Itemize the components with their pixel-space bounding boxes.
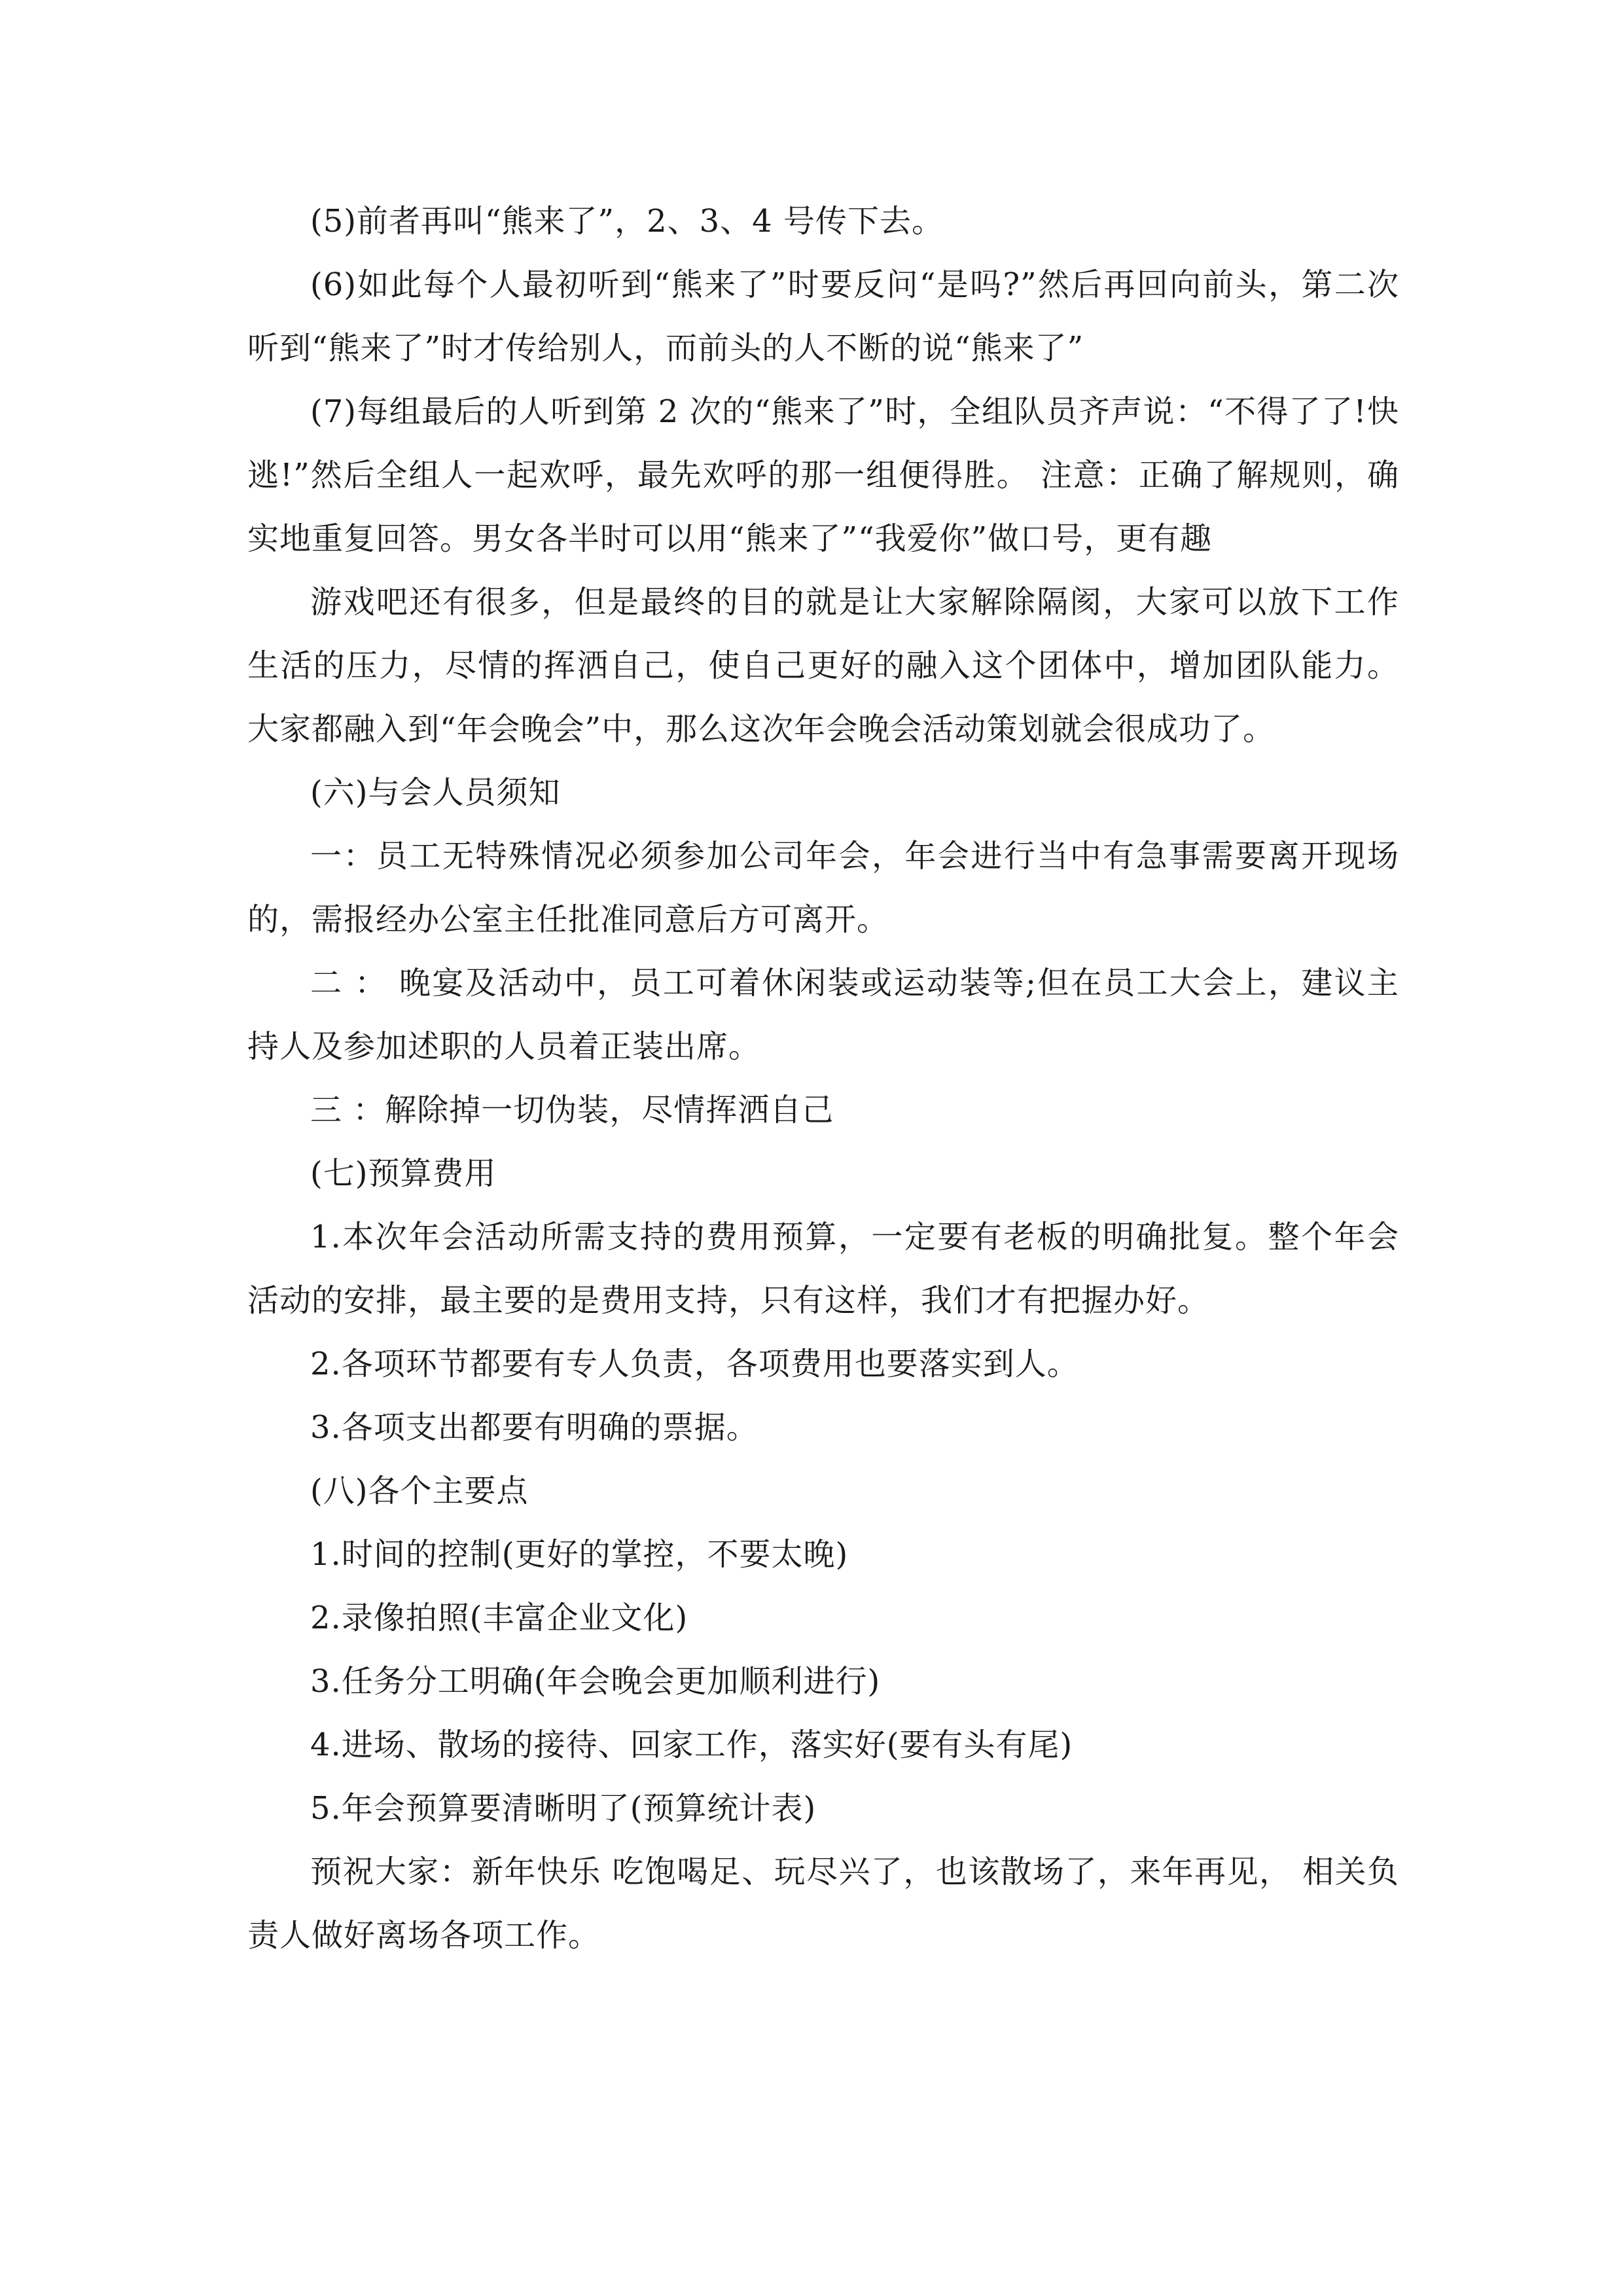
paragraph-budget-1: 1.本次年会活动所需支持的费用预算，一定要有老板的明确批复。整个年会活动的安排，最主要的是费用支持，只有这样，我们才有把握办好。 — [247, 1219, 1399, 1319]
paragraph-notice-1: 一：员工无特殊情况必须参加公司年会，年会进行当中有急事需要离开现场的，需报经办公室主任批准同意后方可离开。 — [247, 838, 1399, 938]
paragraph-key-point-3: 3.任务分工明确(年会晚会更加顺利进行) — [310, 1663, 881, 1700]
paragraph-key-point-4: 4.进场、散场的接待、回家工作，落实好(要有头有尾) — [310, 1727, 1073, 1763]
paragraph-rule-5: (5)前者再叫“熊来了”，2、3、4 号传下去。 — [310, 203, 944, 240]
paragraph-budget-3: 3.各项支出都要有明确的票据。 — [310, 1409, 758, 1446]
paragraph-rule-7: (7)每组最后的人听到第 2 次的“熊来了”时，全组队员齐声说：“不得了了!快逃!”然后全组人一起欢呼，最先欢呼的那一组便得胜。 注意：正确了解规则，确实地重复回答。男女各半时可以用“熊来了”“我爱你”做口号，更有趣 — [247, 393, 1399, 557]
paragraph-key-point-1: 1.时间的控制(更好的掌控，不要太晚) — [310, 1536, 849, 1573]
paragraph-key-point-2: 2.录像拍照(丰富企业文化) — [310, 1600, 688, 1636]
document-page — [247, 190, 1399, 1967]
paragraph-budget-2: 2.各项环节都要有专人负责，各项费用也要落实到人。 — [310, 1346, 1079, 1382]
paragraph-rule-6: (6)如此每个人最初听到“熊来了”时要反问“是吗?”然后再回向前头，第二次听到“熊来了”时才传给别人，而前头的人不断的说“熊来了” — [247, 266, 1399, 367]
paragraph-closing: 预祝大家：新年快乐 吃饱喝足、玩尽兴了，也该散场了，来年再见， 相关负责人做好离场各项工作。 — [247, 1854, 1399, 1954]
section-heading-attendee-notice: (六)与会人员须知 — [310, 774, 561, 811]
paragraph-notice-2: 二 ： 晚宴及活动中，员工可着休闲装或运动装等;但在员工大会上，建议主持人及参加述职的人员着正装出席。 — [247, 965, 1399, 1065]
paragraph-key-point-5: 5.年会预算要清晰明了(预算统计表) — [310, 1790, 817, 1827]
paragraph-notice-3: 三 ：解除掉一切伪装，尽情挥洒自己 — [310, 1092, 834, 1128]
paragraph-game-summary: 游戏吧还有很多，但是最终的目的就是让大家解除隔阂，大家可以放下工作生活的压力，尽情的挥洒自己，使自己更好的融入这个团体中，增加团队能力。大家都融入到“年会晚会”中，那么这次年会晚会活动策划就会很成功了。 — [247, 584, 1399, 747]
section-heading-budget: (七)预算费用 — [310, 1155, 497, 1192]
section-heading-key-points: (八)各个主要点 — [310, 1473, 529, 1509]
